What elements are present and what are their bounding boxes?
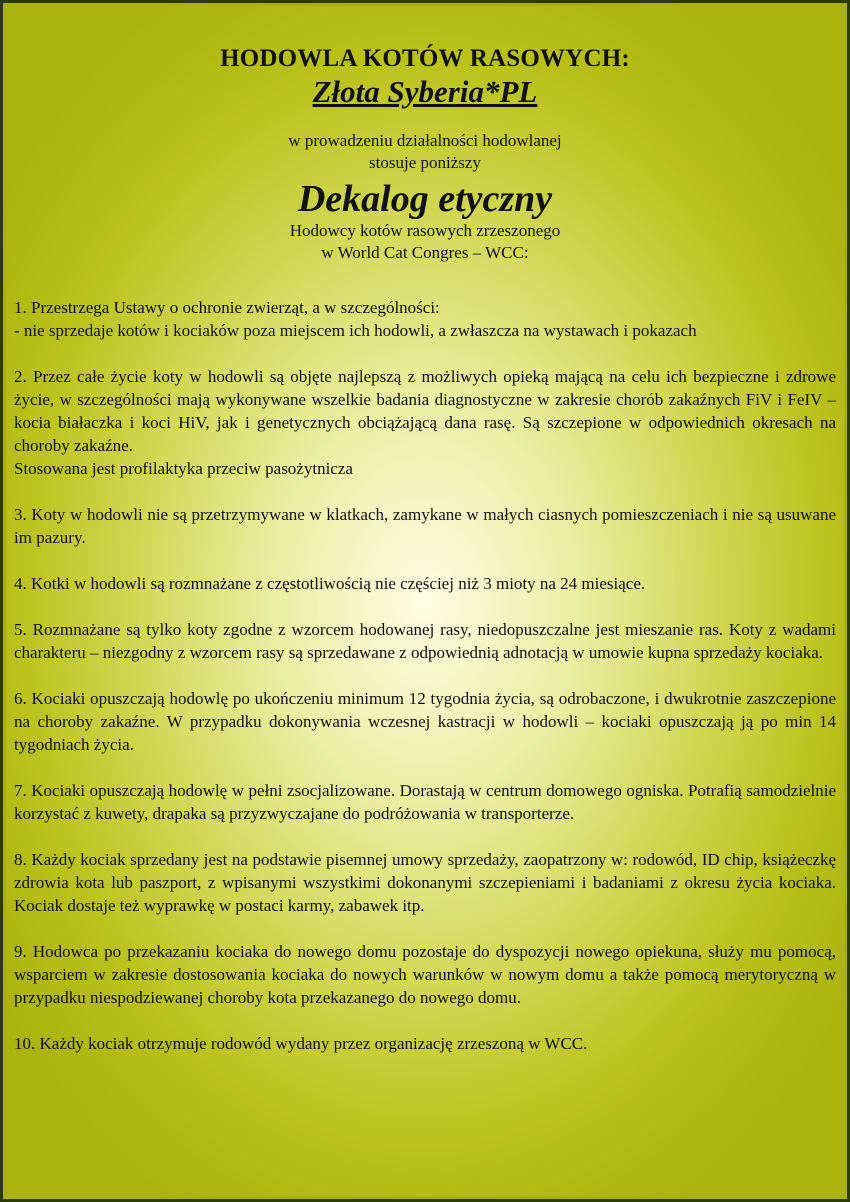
point-9: 9. Hodowca po przekazaniu kociaka do nowego domu pozostaje do dyspozycji nowego opiekuna, służy mu pomocą, wsparciem w zakresie dostosowania kociaka do nowych warunków w nowym domu a także pomocą merytoryczną w przypadku niespodziewanej choroby kota przekazanego do nowego domu. — [14, 942, 836, 1007]
point-2 — [14, 365, 836, 480]
decalogue-heading: Dekalog etyczny — [297, 178, 553, 220]
decalogue-points — [14, 296, 836, 1078]
point-10: 10. Każdy kociak otrzymuje rodowód wydany przez organizację zrzeszoną w WCC. — [14, 1034, 588, 1053]
intro-line-2: stosuje poniższy — [369, 153, 481, 172]
cattery-title: HODOWLA KOTÓW RASOWYCH: — [220, 45, 630, 72]
intro-line-1: w prowadzeniu działalności hodowlanej — [288, 131, 562, 150]
point-8: 8. Każdy kociak sprzedany jest na podstawie pisemnej umowy sprzedaży, zaopatrzony w: rodowód, ID chip, książeczkę zdrowia kota lub paszport, z wpisanymi wszystkimi dokonanymi szczepieniami i badaniami z okresu życia kociaka. Kociak dostaje też wyprawkę w postaci karmy, zabawek itp. — [14, 850, 836, 915]
decalogue-panel — [3, 3, 847, 1199]
subtitle-line-1: Hodowcy kotów rasowych zrzeszonego — [289, 221, 561, 240]
point-2-subtext: Stosowana jest profilaktyka przeciw pasożytnicza — [14, 459, 353, 478]
header — [6, 6, 844, 264]
cattery-name: Złota Syberia*PL — [312, 74, 538, 109]
point-4: 4. Kotki w hodowli są rozmnażane z częstotliwością nie częściej niż 3 mioty na 24 miesiące. — [14, 574, 646, 593]
point-1 — [14, 296, 836, 342]
point-1-subtext: - nie sprzedaje kotów i kociaków poza miejscem ich hodowli, a zwłaszcza na wystawach i pokazach — [14, 321, 697, 340]
point-5: 5. Rozmnażane są tylko koty zgodne z wzorcem hodowanej rasy, niedopuszczalne jest mieszanie ras. Koty z wadami charakteru – niezgodny z wzorcem rasy są sprzedawane z odpowiednią adnotacją w umowie kupna sprzedaży kociaka. — [14, 620, 836, 662]
point-3: 3. Koty w hodowli nie są przetrzymywane w klatkach, zamykane w małych ciasnych pomieszczeniach i nie są usuwane im pazury. — [14, 505, 836, 547]
point-7: 7. Kociaki opuszczają hodowlę w pełni zsocjalizowane. Dorastają w centrum domowego ogniska. Potrafią samodzielnie korzystać z kuwety, drapaka są przyzwyczajane do podróżowania w transporterze. — [14, 781, 836, 823]
subtitle-line-2: w World Cat Congres – WCC: — [321, 243, 529, 262]
point-6: 6. Kociaki opuszczają hodowlę po ukończeniu minimum 12 tygodnia życia, są odrobaczone, i dwukrotnie zaszczepione na choroby zakaźne. W przypadku dokonywania wczesnej kastracji w hodowli – kociaki opuszczają ją po min 14 tygodniach życia. — [14, 689, 836, 754]
point-2-text: 2. Przez całe życie koty w hodowli są objęte najlepszą z możliwych opieką mającą na celu ich bezpieczne i zdrowe życie, w szczególności mają wykonywane wszelkie badania diagnostyczne w zakresie chorób zakaźnych FiV i FeIV – kocia białaczka i koci HiV, jak i genetycznych obciążającą dana rasę. Są szczepione w odpowiednich okresach na choroby zakaźne. — [14, 367, 836, 455]
point-1-text: 1. Przestrzega Ustawy o ochronie zwierząt, a w szczególności: — [14, 298, 440, 317]
